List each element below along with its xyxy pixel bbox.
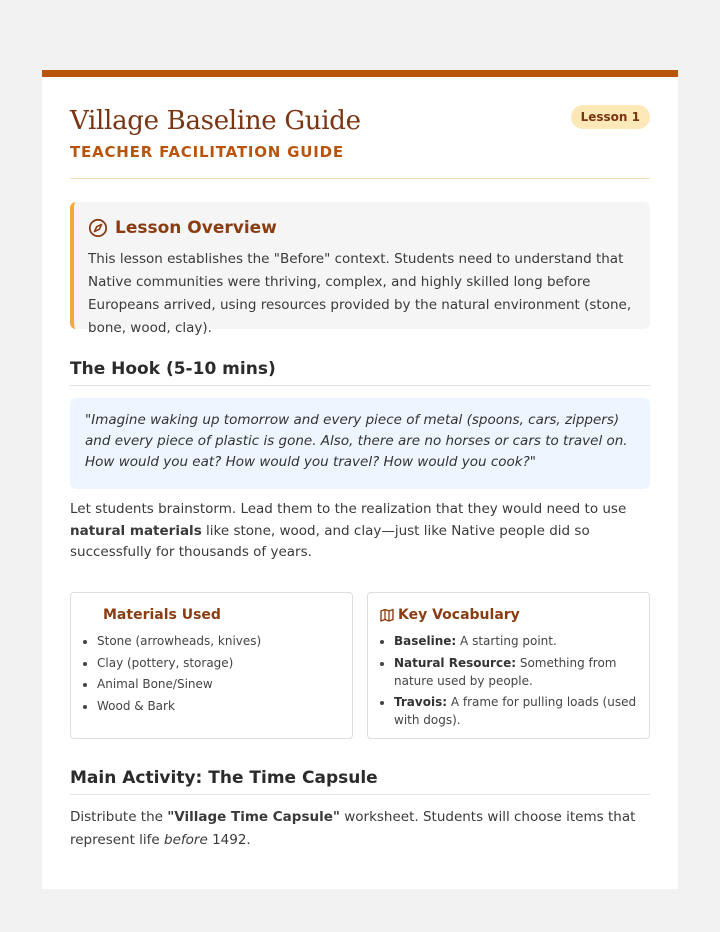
lesson-overview-box [70,202,650,336]
vocab-term: Baseline: [394,634,457,648]
vocab-term: Travois: [394,695,448,709]
vocab-definition: Something from nature used by people. [394,655,617,688]
overview-title: Lesson Overview [115,218,277,238]
lesson-badge: Lesson 1 [571,105,650,129]
hook-quote: "Imagine waking up tomorrow and every piece of metal (spoons, cars, zippers) and every piece of plastic is gone. Also, there are no horses or cars to travel on. How would you eat? How would you travel? How would you cook?" [70,398,650,489]
list-item [394,654,637,690]
list-item [394,693,637,729]
hook-text-2: like stone, wood, and clay—just like Native people did so successfully for thousands of years. [70,522,590,560]
activity-text-2: worksheet. Students will choose items that represent life [70,809,636,848]
materials-title: Materials Used [103,607,221,623]
list-item: • Wood & Bark [97,697,340,715]
compass-icon [88,218,108,238]
activity-section-title: Main Activity: The Time Capsule [70,768,650,795]
map-icon [380,608,394,622]
lesson-page [42,70,678,889]
materials-card [70,592,353,739]
vocabulary-title: Key Vocabulary [398,607,520,623]
list-item: • Animal Bone/Sinew [97,675,340,693]
worksheet-name: "Village Time Capsule" [167,809,340,825]
page-title: Village Baseline Guide [70,106,361,136]
page-subtitle: TEACHER FACILITATION GUIDE [70,143,344,161]
list-item: • Stone (arrowheads, knives) [97,632,340,650]
materials-header [83,606,340,624]
hook-section-title: The Hook (5-10 mins) [70,359,650,386]
header-divider [70,178,650,179]
list-item [394,632,637,650]
activity-text-1: Distribute the [70,809,168,825]
hook-text-1: Let students brainstorm. Lead them to the realization that they would need to use [70,501,627,517]
list-item: • Clay (pottery, storage) [97,654,340,672]
hook-text-bold: natural materials [70,522,202,539]
vocabulary-header [380,606,637,624]
overview-text: This lesson establishes the "Before" context. Students need to understand that Native communities were thriving, complex, and highly skilled long before Europeans arrived, using resources provided by the natural environment (stone, bone, wood, clay). [88,251,632,336]
activity-text-3: 1492. [207,832,251,848]
overview-header [88,216,634,240]
vocab-term: Natural Resource: [394,655,517,670]
materials-list [83,632,340,715]
vocabulary-list [380,632,637,729]
hook-paragraph [70,499,650,564]
activity-text-italic: before [164,832,208,848]
vocabulary-card [367,592,650,739]
vocab-definition: A frame for pulling loads (used with dogs). [394,695,637,727]
vocab-definition: A starting point. [456,634,557,648]
activity-paragraph [70,806,650,852]
